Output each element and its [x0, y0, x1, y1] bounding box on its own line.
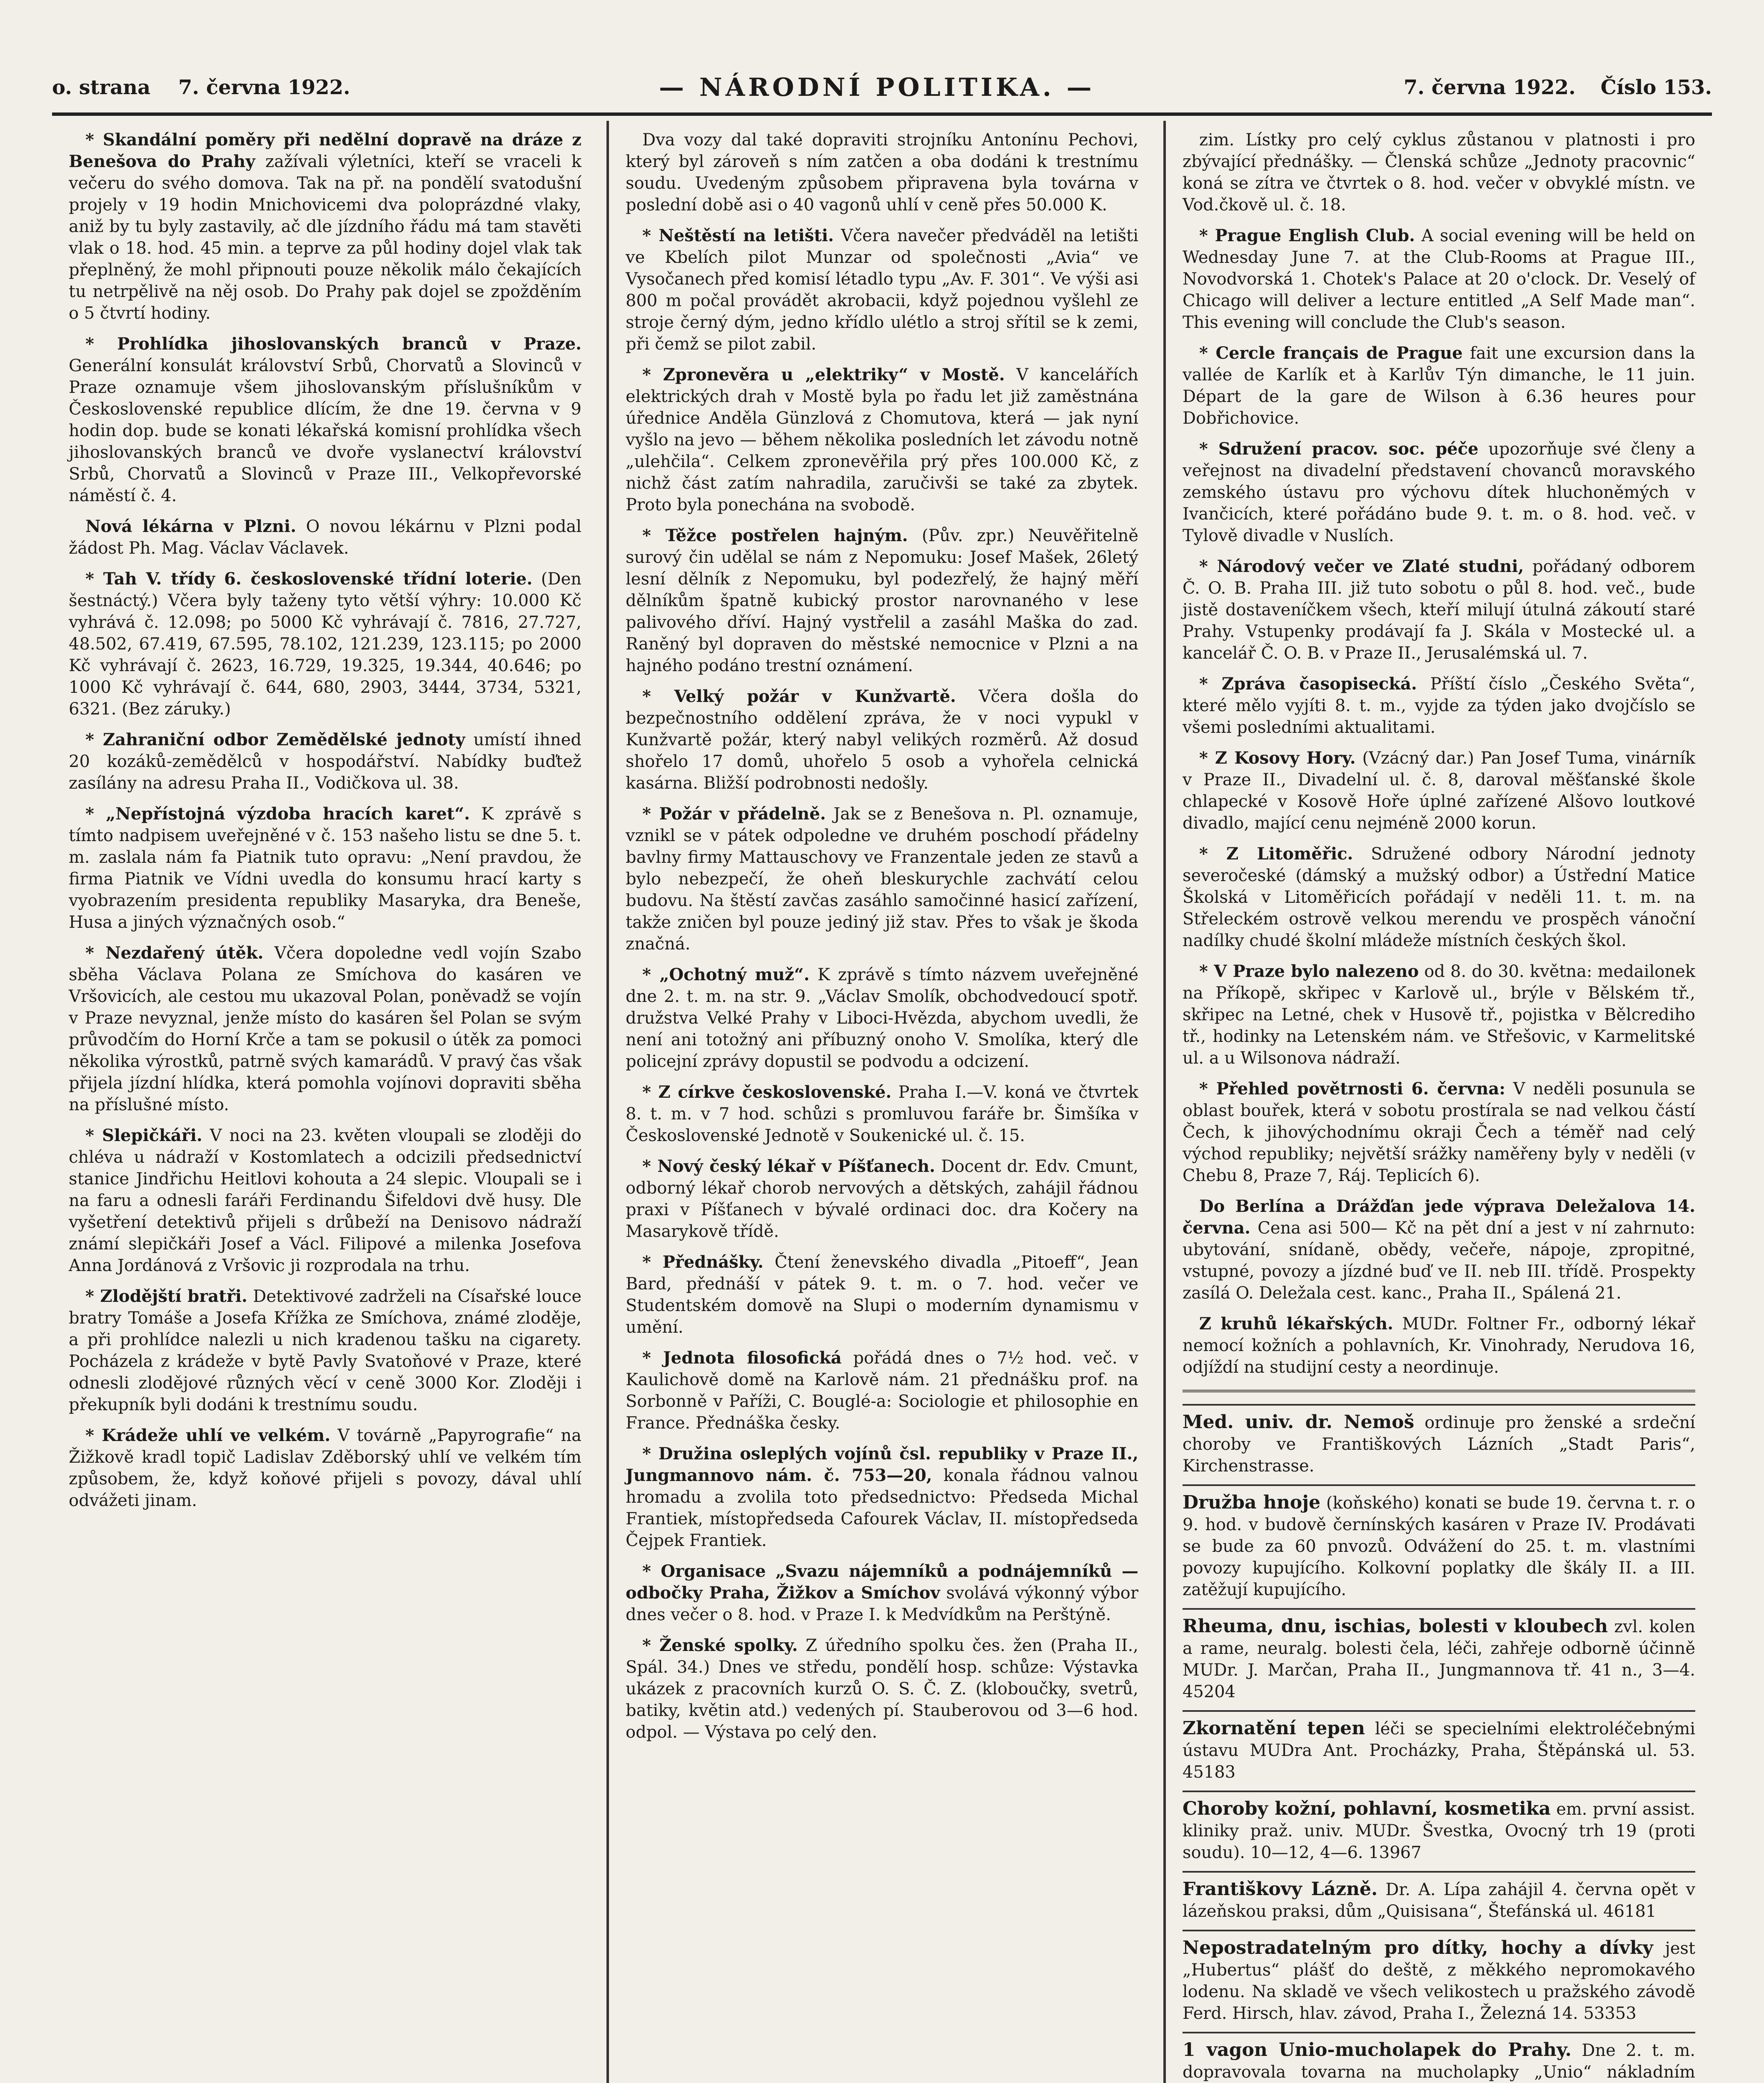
news-body: Praha I.—V. koná ve čtvrtek 8. t. m. v 7 hod. schůzi s promluvou faráře br. Šimšíka v Československé Jednotě v Soukenické ul. č. 15. — [626, 1083, 1138, 1145]
news-headline: * Sdružení pracov. soc. péče — [1199, 439, 1479, 459]
header-right — [1404, 76, 1712, 99]
issue-number: Číslo 153. — [1600, 76, 1712, 99]
news-body: (Vzácný dar.) Pan Josef Tuma, vinárník v Praze II., Divadelní ul. č. 8, daroval měšťanské škole chlapecké v Kosově Hoře úplné zařízené Alšovo loutkové divadlo, mající cenu nejméně 2000 korun. — [1183, 749, 1695, 833]
news-body: Včera navečer předváděl na letišti ve Kbelích pilot Munzar od společnosti „Avia“ ve Vysočanech před komisí létadlo typu „Av. F. 301“. Ve výši asi 800 m počal provádět akrobacii, když pojednou vyšlehl ze stroje černý dým, jedno křídlo ulétlo a stroj sřítil se k zemi, při čemž se pilot zabil. — [626, 226, 1138, 354]
classified-ad — [1183, 1608, 1695, 1703]
news-headline: * Zpráva časopisecká. — [1199, 674, 1417, 694]
news-headline: * „Ochotný muž“. — [642, 965, 810, 984]
news-body: Čtení ženevského divadla „Pitoeff“, Jean Bard, přednáší v pátek 9. t. m. o 7. hod. večer ve Studentském domově na Slupi o moderním dynamismu v umění. — [626, 1253, 1139, 1337]
news-headline: * Nový český lékař v Píšťanech. — [642, 1156, 936, 1176]
ad-body: jest „Hubertus“ plášť do deště, z měkkého nepromokavého lodenu. Na skladě ve všech velikostech u pražského závodě Ferd. Hirsch, hlav. závod, Praha I., Železná 14. 53353 — [1183, 1939, 1695, 2023]
ad-headline: Nepostradatelným pro dítky, hochy a dívky — [1183, 1937, 1653, 1958]
news-item — [1183, 556, 1695, 664]
news-headline: * V Praze bylo nalezeno — [1199, 962, 1419, 981]
news-body: konala řádnou valnou hromadu a zvolila toto předsednictvo: Předseda Michal Frantiek, místopředseda Cafourek Václav, II. místopředseda Čejpek Frantiek. — [626, 1466, 1138, 1550]
news-item — [1183, 747, 1695, 834]
news-item — [1183, 1078, 1695, 1186]
news-headline: * Tah V. třídy 6. československé třídní loterie. — [85, 569, 533, 589]
news-headline: * Krádeže uhlí ve velkém. — [85, 1426, 331, 1445]
news-headline: * Z církve československé. — [642, 1082, 892, 1102]
classified-ad — [1183, 1710, 1695, 1783]
header-date-left: 7. června 1922. — [178, 76, 350, 99]
news-item — [69, 568, 581, 720]
news-item — [626, 686, 1138, 794]
header-date-right: 7. června 1922. — [1403, 76, 1576, 99]
news-headline: * Z Kosovy Hory. — [1199, 748, 1356, 768]
news-headline: * „Nepřístojná výzdoba hracích karet“. — [85, 804, 470, 824]
news-headline: * Z Litoměřic. — [1199, 844, 1353, 864]
news-item — [69, 803, 581, 933]
page-label: o. strana — [52, 76, 151, 99]
news-body: V továrně „Papyrografie“ na Žižkově kradl topič Ladislav Zděborský uhlí ve velkém tím způsobem, že, když koňové přijeli s povozy, dával uhlí odvážeti jinam. — [69, 1426, 581, 1510]
news-body: Sdružené odbory Národní jednoty severočeské (dámský a mužský odbor) a Ústřední Matice Školská v Litoměřicích pořádají v neděli 11. t. m. na Střeleckém ostrově velkou merendu ve prospěch vánoční nadílky chudé školní mládeže místních českých škol. — [1183, 844, 1695, 950]
news-item — [626, 1081, 1138, 1146]
news-headline: * Slepičkáři. — [85, 1126, 202, 1145]
news-body: pořádá dnes o 7½ hod. več. v Kaulichově domě na Karlově nám. 21 přednášku prof. na Sorbonně v Paříži, C. Bouglé-a: Sociologie et philosophie en France. Přednáška česky. — [626, 1349, 1138, 1433]
news-headline: * Velký požár v Kunžvartě. — [642, 687, 956, 706]
column-3 — [1163, 121, 1712, 2083]
news-body: Docent dr. Edv. Cmunt, odborný lékař chorob nervových a dětských, zahájil řádnou praxi v Píšťanech v bývalé ordinaci doc. dra Kočery na Masarykově třídě. — [626, 1157, 1139, 1241]
news-headline: * Přehled povětrnosti 6. června: — [1199, 1079, 1506, 1099]
news-body: pořádaný odborem Č. O. B. Praha III. již tuto sobotu o půl 8. hod. več., bude jistě dostaveníčkem všech, kteří milují útulná zákoutí staré Prahy. Vstupenky prodávají fa J. Skála v Mostecké ul. a kancelář Č. O. B. v Praze II., Jerusalémská ul. 7. — [1183, 557, 1696, 663]
news-body: zažívali výletníci, kteří se vraceli k večeru do svého domova. Tak na př. na pondělí svatodušní projely v 19 hodin Mnichovicemi dva poloprázdné vlaky, aniž by tu byly zastavily, ač dle jízdního řádu má tam stavěti vlak o 18. hod. 45 min. a teprve za půl hodiny dojel vlak tak přeplněný, že mohl připnouti pouze několik málo čekajících tu netrpělivě na něj osob. Do Prahy pak dojel se zpožděním o 5 čtvrtí hodiny. — [69, 152, 582, 323]
news-item — [626, 129, 1138, 216]
news-headline: * Zahraniční odbor Zemědělské jednoty — [85, 730, 465, 749]
news-headline: * Zpronevěra u „elektriky“ v Mostě. — [642, 365, 1005, 385]
news-item — [1183, 129, 1695, 216]
news-body: Z úředního spolku čes. žen (Praha II., Spál. 34.) Dnes ve středu, pondělí hosp. schůze: Výstavka ukázek z pracovních kurzů O. S. Č. Z. (kloboučky, svetrů, batiky, květin atd.) vedených pí. Stauberovou od 3—6 hod. odpol. — Výstava po celý den. — [626, 1636, 1138, 1742]
news-item — [69, 1425, 581, 1511]
ad-body: em. první assist. kliniky praž. univ. MUDr. Švestka, Ovocný trh 19 (proti soudu). 10—12, 4—6. 13967 — [1183, 1800, 1696, 1862]
news-headline: * Požár v přádelně. — [642, 804, 826, 824]
masthead-title: — NÁRODNÍ POLITIKA. — — [659, 73, 1095, 102]
ad-body: Dne 2. t. m. dopravovala tovarna na mucholapky „Unio“ nákladním — [1183, 2041, 1695, 2082]
news-body: Včera dopoledne vedl vojín Szabo sběha Václava Polana ze Smíchova do kasáren ve Vršovicích, ale cestou mu ukazoval Polan, poněvadž se vojín v Praze nevyznal, jenže místo do kasáren šel Polan se svým průvodčím do Horní Krče a tam se pokusil o útěk za pomoci několika výrostků, patrně svých kamarádů. V pravý čas však přijela jízdní hlídka, která pomohla vojínovi dopraviti sběha na příslušné místo. — [69, 944, 581, 1114]
news-item — [626, 364, 1138, 516]
news-body: A social evening will be held on Wednesday June 7. at the Club-Rooms at Prague III., Novodvorská 1. Chotek's Palace at 20 o'clock. Dr. Veselý of Chicago will deliver a lecture entitled „A Self Made man“. This evening will conclude the Club's season. — [1183, 226, 1695, 332]
news-item — [626, 803, 1138, 955]
news-body: Jak se z Benešova n. Pl. oznamuje, vznikl se v pátek odpoledne ve druhém poschodí přádelny bavlny firmy Mattauschovy ve Franzentale jeden ze stavů a bylo nebezpečí, že oheň bleskurychle zachvátí celou budovu. Na štěstí zavčas zasáhlo samočinné hasicí zařízení, takže zničen byl pouze jediný již stav. Přes to však je škoda značná. — [626, 804, 1138, 954]
ad-body: ordinuje pro ženské a srdeční choroby ve Františkových Lázních „Stadt Paris“, Kirchenstrasse. — [1183, 1413, 1695, 1476]
ad-headline: 1 vagon Unio-mucholapek do Prahy. — [1183, 2039, 1572, 2061]
classified-ad — [1183, 1404, 1695, 1477]
news-item — [1183, 438, 1695, 547]
news-item — [1183, 673, 1695, 738]
ad-headline: Rheuma, dnu, ischias, bolesti v kloubech — [1183, 1616, 1608, 1637]
article-columns — [52, 121, 1712, 2083]
news-item — [1183, 342, 1695, 429]
news-item — [69, 333, 581, 507]
news-item — [626, 1635, 1138, 1743]
news-item — [626, 1443, 1138, 1551]
page-header — [52, 62, 1712, 116]
news-item — [1183, 1196, 1695, 1304]
ad-headline: Zkornatění tepen — [1183, 1718, 1365, 1739]
news-headline: * Prague English Club. — [1199, 226, 1415, 245]
news-body: Detektivové zadrželi na Císařské louce bratry Tomáše a Josefa Křížka ze Smíchova, známé zloděje, a při prohlídce nalezli u nich kradenou tašku na cigarety. Pocházela z krádeže v bytě Pavly Svatoňové v Praze, které odnesli zlodějové různých věcí v ceně 3000 Kor. Zloději i překupník byli dodáni k trestnímu soudu. — [69, 1287, 582, 1414]
news-item — [69, 1125, 581, 1276]
news-headline: * Ženské spolky. — [642, 1636, 798, 1655]
news-headline: * Přednášky. — [642, 1252, 764, 1272]
news-body: V kancelářích elektrických drah v Mostě byla po řadu let již zaměstnána úřednice Anděla Günzlová z Chomutova, která — jak nyní vyšlo na jevo — během několika posledních let závodu notně „ulehčila“. Celkem zpronevěřila prý přes 100.000 Kč, z nichž část zatím nahradila, zaručivši se také za zbytek. Proto byla ponechána na svobodě. — [626, 365, 1138, 515]
news-item — [69, 1286, 581, 1416]
news-body: Příští číslo „Českého Světa“, které mělo vyjíti 8. t. m., vyjde za týden jako dvojčíslo se všemi posledními aktualitami. — [1183, 674, 1695, 737]
news-item — [69, 729, 581, 794]
news-headline: * Zlodějští bratři. — [85, 1286, 247, 1306]
ad-body: (koňského) konati se bude 19. června t. r. o 9. hod. v budově černínských kasáren v Praze IV. Prodávati se bude za 60 pnvozů. Odvážení do 25. t. m. vlastními povozy kupujícího. Kolkovní poplatky dle škály II. a III. zatěžují kupujícího. — [1183, 1494, 1695, 1599]
news-body: Cena asi 500— Kč na pět dní a jest v ní zahrnuto: ubytování, snídaně, obědy, večeře, nápoje, zpropitné, vstupné, povozy a jízdné buď ve II. neb III. třídě. Prospekty zasílá O. Deležala cest. kanc., Praha II., Spálená 21. — [1183, 1219, 1696, 1303]
classified-ad — [1183, 1791, 1695, 1863]
ad-headline: Choroby kožní, pohlavní, kosmetika — [1183, 1798, 1551, 1819]
news-item — [626, 1251, 1138, 1338]
ad-body: léči se specielními elektroléčebnými ústavu MUDra Ant. Procházky, Praha, Štěpánská ul. 53. 45183 — [1183, 1719, 1696, 1782]
news-headline: * Jednota filosofická — [642, 1348, 842, 1368]
news-body: K zprávě s tímto nadpisem uveřejněné v č. 153 našeho listu se dne 5. t. m. zaslala nám fa Piatnik tuto opravu: „Není pravdou, že firma Piatnik ve Vídni uvedla do konsumu hrací karty s vyobrazením presidenta republiky Masaryka, dra Beneše, Husa a jiných význačných osob.“ — [69, 804, 582, 932]
news-item — [626, 225, 1138, 355]
news-body: Včera došla do bezpečnostního oddělení zpráva, že v noci vypukl v Kunžvartě požár, který nabyl velikých rozměrů. Až dosud shořelo 17 domů, uhořelo 5 osob a vyhořela celnická kasárna. Bližší podrobnosti nedošly. — [626, 687, 1139, 793]
news-headline: * Těžce postřelen hajným. — [642, 526, 908, 545]
ad-headline: Družba hnoje — [1183, 1492, 1321, 1513]
news-item — [69, 129, 581, 324]
news-headline: Z kruhů lékařských. — [1199, 1314, 1393, 1334]
news-body: upozorňuje své členy a veřejnost na divadelní představení chovanců moravského zemského ústavu pro výchovu dítek hluchoněmých v Ivančicích, které pořádáno bude 9. t. m. o 8. hod. več. v Tylově divadle v Nuslích. — [1183, 440, 1696, 545]
news-body: O novou lékárnu v Plzni podal žádost Ph. Mag. Václav Václavek. — [69, 517, 582, 558]
news-body: fait une excursion dans la vallée de Karlík et à Karlův Týn dimanche, le 11 juin. Départ de la gare de Wilson à 6.36 heures pour Dobřichovice. — [1183, 344, 1696, 428]
news-body: Dva vozy dal také dopraviti strojníku Antonínu Pechovi, který byl zároveň s ním zatčen a oba dodáni k trestnímu soudu. Uvedeným způsobem připravena byla továrna v poslední době asi o 40 vagonů uhlí v ceně přes 50.000 K. — [626, 130, 1138, 215]
news-body: Generální konsulát království Srbů, Chorvatů a Slovinců v Praze oznamuje všem jihoslovanským příslušníkům v Československé republice dlícím, že dne 19. června v 9 hodin dop. bude se konati lékařská komisní prohlídka všech jihoslovanských branců ve dvoře vyslanectví království Srbů, Chorvatů a Slovinců v Praze III., Velkopřevorské náměstí č. 4. — [69, 356, 581, 505]
ad-body: Dr. A. Lípa zahájil 4. června opět v lázeňskou praksi, dům „Quisisana“, Štefánská ul. 46181 — [1183, 1880, 1695, 1921]
news-body: MUDr. Foltner Fr., odborný lékař nemocí kožních a pohlavních, Kr. Vinohrady, Nerudova 16, odjíždí na studijní cesty a neordinuje. — [1183, 1314, 1696, 1377]
news-headline: * Nezdařený útěk. — [85, 943, 264, 963]
news-item — [626, 1347, 1138, 1434]
ad-headline: Františkovy Lázně. — [1183, 1878, 1378, 1900]
classified-ad — [1183, 2032, 1695, 2083]
news-item — [626, 525, 1138, 677]
news-headline: Do Berlína a Drážďan jede výprava Deležalova 14. června. — [1183, 1196, 1695, 1238]
news-item — [1183, 1313, 1695, 1378]
news-headline: * Prohlídka jihoslovanských branců v Praze. — [85, 334, 581, 354]
header-left — [52, 76, 350, 99]
news-item — [1183, 961, 1695, 1069]
ad-body: zvl. kolen a rame, neuralg. bolesti čela, léči, zahřeje odborně účinně MUDr. J. Marčan, Praha II., Jungmannova tř. 41 n., 3—4. 45204 — [1183, 1617, 1695, 1701]
column-2 — [606, 121, 1155, 2083]
news-item — [1183, 843, 1695, 952]
news-body: zim. Lístky pro celý cyklus zůstanou v platnosti i pro zbývající přednášky. — Členská schůze „Jednoty pracovnic“ koná se zítra ve čtvrtek o 8. hod. večer v obvyklé místn. ve Vod.čkově ul. č. 18. — [1183, 130, 1695, 215]
news-item — [626, 1156, 1138, 1242]
news-body: K zprávě s tímto názvem uveřejněné dne 2. t. m. na str. 9. „Václav Smolík, obchodvedoucí spotř. družstva Velké Prahy v Liboci-Hvězda, abychom uvedli, že není ani totožný ani příbuzný onoho V. Smolíka, který dle policejní zprávy dopustil se podvodu a odcizení. — [626, 965, 1138, 1071]
column-1 — [52, 121, 598, 2083]
news-body: V neděli posunula se oblast bouřek, která v sobotu prostírala se nad velkou částí Čech, k jihovýchodnímu okraji Čech a téměř nad celý východ republiky; největší srážky naměřeny byly v neděli (v Chebu 8, Praze 7, Ráj. Teplicích 6). — [1183, 1079, 1696, 1185]
ad-divider — [1183, 1390, 1695, 1392]
news-body: svolává výkonný výbor dnes večer o 8. hod. v Praze I. k Medvídkům na Perštýně. — [626, 1583, 1138, 1624]
classified-ad — [1183, 1930, 1695, 2024]
news-headline: * Skandální poměry při nedělní dopravě na dráze z Benešova do Prahy — [69, 130, 581, 171]
classified-ad — [1183, 1871, 1695, 1922]
news-body: umístí ihned 20 kozáků-zemědělců v hospodářství. Nabídky buďtež zasílány na adresu Praha II., Vodičkova ul. 38. — [69, 730, 582, 793]
news-body: od 8. do 30. května: medailonek na Příkopě, skřipec v Karlově ul., brýle v Bělském tř., skřipec na Letné, chek v Husově tř., pojistka v Bělcrediho tř., hodinky na Letenském nám. ve Střešovic, v Karmelitské ul. a u Wilsonova nádraží. — [1183, 962, 1695, 1068]
news-item — [1183, 225, 1695, 333]
news-headline: Nová lékárna v Plzni. — [85, 517, 297, 536]
news-headline: * Národový večer ve Zlaté studni, — [1199, 557, 1524, 576]
news-item — [69, 942, 581, 1116]
news-body: (Den šestnáctý.) Včera byly taženy tyto větší výhry: 10.000 Kč vyhrává č. 12.098; po 5000 Kč vyhrávají č. 7816, 27.727, 48.502, 67.419, 67.595, 78.102, 121.239, 123.115; po 2000 Kč vyhrávají č. 2623, 16.729, 19.325, 19.344, 40.646; po 1000 Kč vyhrávají č. 644, 680, 2903, 3444, 3734, 5321, 6321. (Bez záruky.) — [69, 569, 581, 719]
news-item — [626, 1561, 1138, 1626]
news-headline: * Cercle français de Prague — [1199, 343, 1463, 363]
news-headline: * Neštěstí na letišti. — [642, 226, 834, 245]
news-item — [626, 964, 1138, 1072]
classified-ad — [1183, 1484, 1695, 1601]
news-headline: * Organisace „Svazu nájemníků a podnájemníků — odbočky Praha, Žižkov a Smíchov — [626, 1561, 1138, 1603]
news-body: (Pův. zpr.) Neuvěřitelně surový čin udělal se nám z Nepomuku: Josef Mašek, 26letý lesní dělník z Nepomuku, byl podezřelý, že hajný měří dělníkům špatně kubický prostor narovnaného v lese palivového dříví. Hajný vystřelil a zasáhl Maška do zad. Raněný byl dopraven do městské nemocnice v Plzni a na hajného podáno trestní oznámení. — [626, 526, 1139, 675]
news-body: V noci na 23. květen vloupali se zloději do chléva u nádraží v Kostomlatech a odcizili předsednictví stanice Jindřichu Heitlovi kohouta a 24 slepic. Vloupali se i na faru a odnesli faráři Ferdinandu Šifeldovi dvě husy. Dle vyšetření detektivů přijeli s drůbeží na Denisovo nádraží známí slepičkáři Josef a Václ. Filipové a milenka Josefova Anna Jordánová z Vršovic ji rozprodala na trhu. — [69, 1126, 581, 1275]
ad-headline: Med. univ. dr. Nemoš — [1183, 1411, 1415, 1433]
news-item — [69, 516, 581, 559]
news-headline: * Družina osleplých vojínů čsl. republiky v Praze II., Jungmannovo nám. č. 753—20, — [626, 1444, 1138, 1485]
